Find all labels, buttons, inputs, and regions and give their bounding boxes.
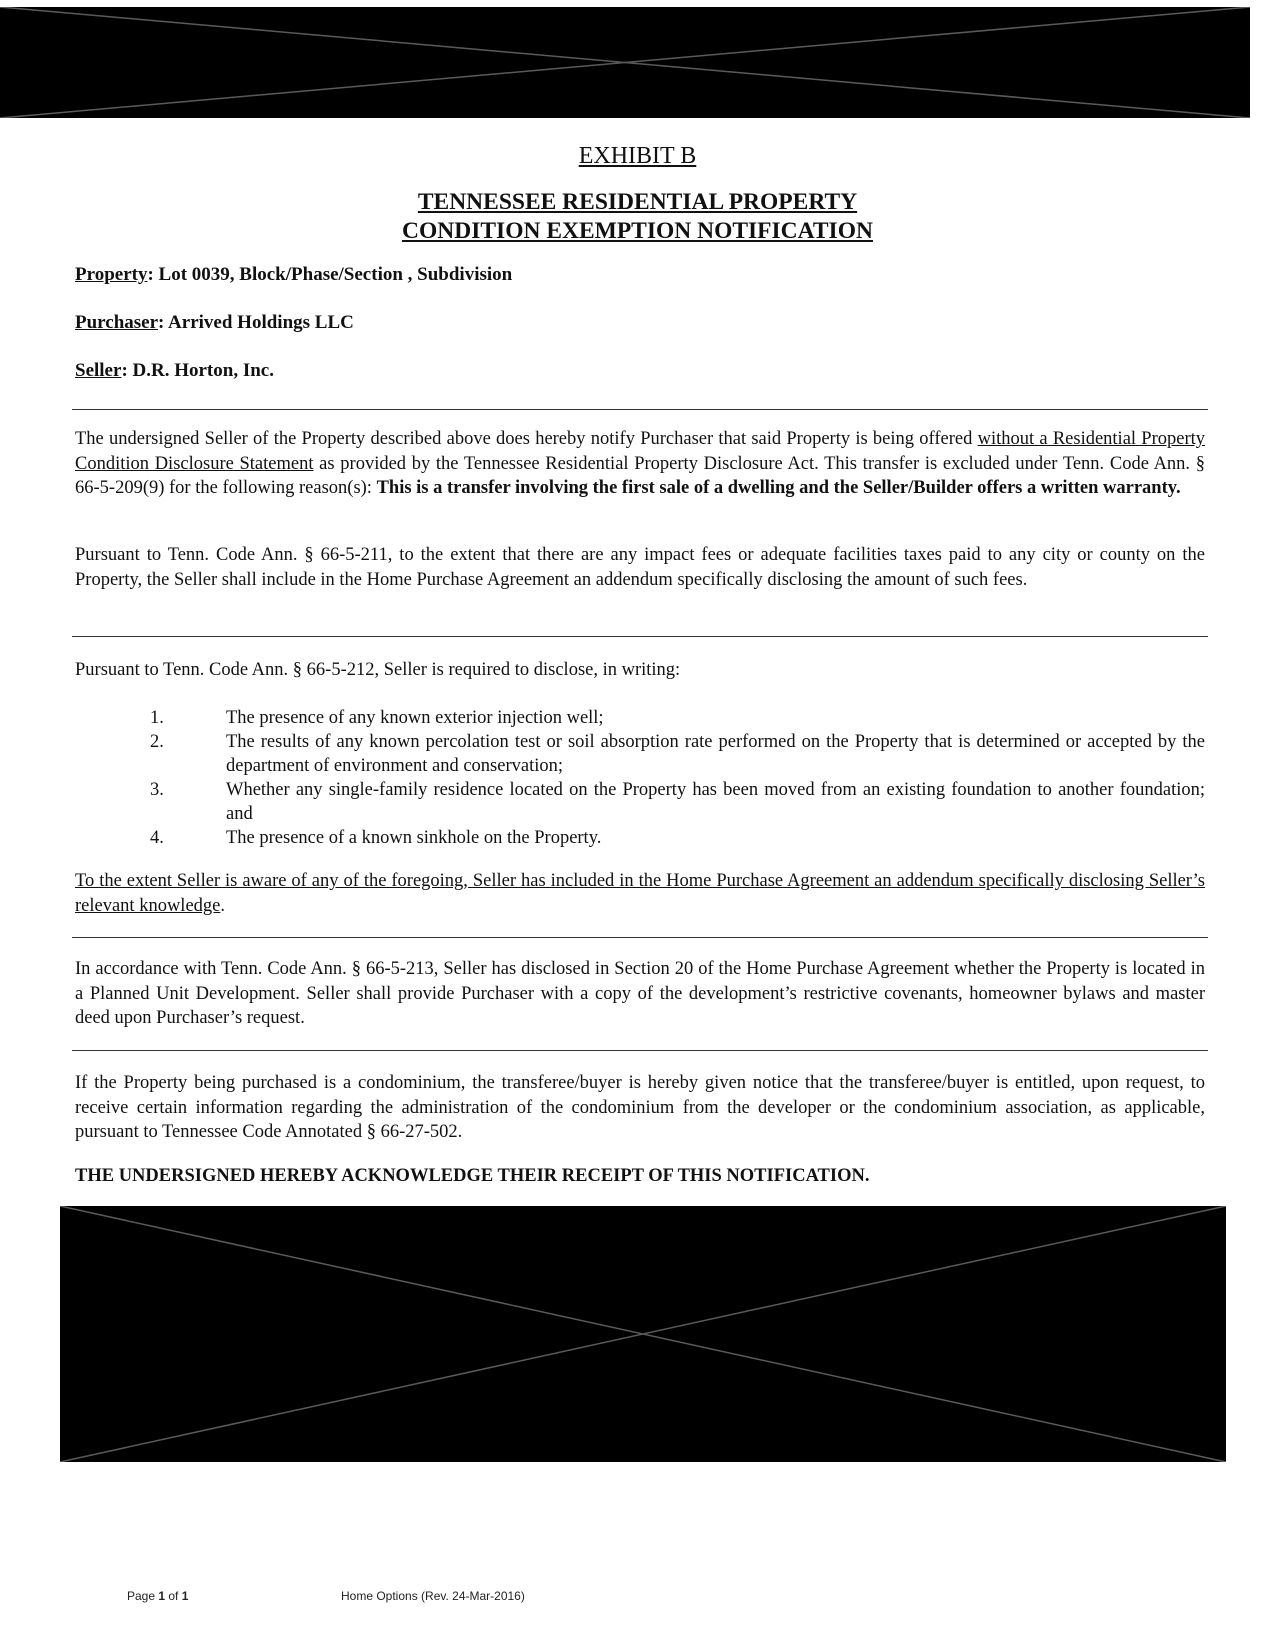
section-divider bbox=[72, 937, 1208, 938]
list-item-text: The presence of a known sinkhole on the Property. bbox=[226, 828, 602, 848]
page-number bbox=[127, 1589, 188, 1603]
redacted-signature-block bbox=[60, 1206, 1226, 1462]
pud-paragraph: In accordance with Tenn. Code Ann. § 66-5-213, Seller has disclosed in Section 20 of the Home Purchase Agreement whether the Property is located in a Planned Unit Development. Seller shall provide Purchaser with a copy of the development’s restrictive covenants, homeowner bylaws and master deed upon Purchaser’s request. bbox=[75, 959, 1205, 1028]
of-word: of bbox=[165, 1589, 182, 1603]
list-item-text: The presence of any known exterior injection well; bbox=[226, 708, 604, 728]
list-item bbox=[75, 706, 1205, 730]
property-label: Property bbox=[75, 264, 148, 285]
acknowledgement-statement: THE UNDERSIGNED HEREBY ACKNOWLEDGE THEIR RECEIPT OF THIS NOTIFICATION. bbox=[75, 1166, 870, 1186]
exemption-middle: as provided by the Tennessee Residential Property Disclosure Act. This transfer is excluded under Tenn. Code Ann. § 66-5-209(9) for the following reason(s): bbox=[75, 453, 1205, 498]
list-item bbox=[75, 778, 1205, 826]
total-pages: 1 bbox=[181, 1589, 189, 1603]
title-line-1: TENNESSEE RESIDENTIAL PROPERTY bbox=[417, 189, 858, 215]
section-divider bbox=[72, 636, 1208, 637]
redaction-cross-lines bbox=[60, 1206, 1226, 1462]
seller-label: Seller bbox=[75, 360, 122, 381]
seller-field bbox=[75, 360, 274, 382]
current-page: 1 bbox=[158, 1589, 166, 1603]
exemption-reason: This is a transfer involving the first sale of a dwelling and the Seller/Builder offers a written warranty. bbox=[376, 478, 1181, 498]
exemption-paragraph bbox=[75, 427, 1205, 501]
seller-knowledge-text: To the extent Seller is aware of any of the foregoing, Seller has included in the Home Purchase Agreement an addendum specifically disclosing Seller’s relevant knowledge bbox=[75, 871, 1205, 916]
list-item-number: 4. bbox=[150, 828, 164, 848]
purchaser-field bbox=[75, 312, 354, 334]
property-value: : Lot 0039, Block/Phase/Section , Subdivision bbox=[147, 264, 513, 285]
purchaser-label: Purchaser bbox=[75, 312, 159, 333]
list-item bbox=[75, 730, 1205, 778]
list-item-text: Whether any single-family residence located on the Property has been moved from an existing foundation to another foundation; and bbox=[226, 780, 1205, 824]
list-item-number: 1. bbox=[150, 708, 164, 728]
seller-value: : D.R. Horton, Inc. bbox=[121, 360, 274, 381]
document-title bbox=[0, 188, 1275, 246]
list-item-text: The results of any known percolation test or soil absorption rate performed on the Property that is determined or accepted by the department of environment and conservation; bbox=[226, 732, 1205, 776]
section-divider bbox=[72, 1050, 1208, 1051]
purchaser-value: : Arrived Holdings LLC bbox=[158, 312, 354, 333]
list-item-number: 3. bbox=[150, 780, 164, 800]
redacted-header-block bbox=[0, 7, 1250, 118]
section-divider bbox=[72, 409, 1208, 410]
form-revision: Home Options (Rev. 24-Mar-2016) bbox=[341, 1589, 525, 1603]
exhibit-label: EXHIBIT B bbox=[578, 143, 697, 169]
disclosure-list bbox=[75, 706, 1205, 850]
page-word: Page bbox=[127, 1589, 159, 1603]
redaction-cross-lines bbox=[0, 7, 1250, 118]
impact-fees-paragraph: Pursuant to Tenn. Code Ann. § 66-5-211, to the extent that there are any impact fees or adequate facilities taxes paid to any city or county on the Property, the Seller shall include in the Home Purchase Agreement an addendum specifically disclosing the amount of such fees. bbox=[75, 545, 1205, 590]
list-item-number: 2. bbox=[150, 732, 164, 752]
list-item bbox=[75, 826, 1205, 850]
condominium-paragraph: If the Property being purchased is a condominium, the transferee/buyer is hereby given notice that the transferee/buyer is entitled, upon request, to receive certain information regarding the administration of the condominium from the developer or the condominium association, as applicable, pursuant to Tennessee Code Annotated § 66-27-502. bbox=[75, 1073, 1205, 1142]
exemption-underlined: without a Residential Property Condition Disclosure Statement bbox=[75, 429, 1205, 474]
property-field bbox=[75, 264, 512, 286]
title-line-2: CONDITION EXEMPTION NOTIFICATION bbox=[402, 218, 873, 244]
disclosure-intro-paragraph: Pursuant to Tenn. Code Ann. § 66-5-212, Seller is required to disclose, in writing: bbox=[75, 660, 681, 680]
seller-knowledge-end: . bbox=[220, 895, 225, 916]
exemption-lead: The undersigned Seller of the Property described above does hereby notify Purchaser that said Property is being offered bbox=[75, 429, 978, 449]
seller-knowledge-paragraph bbox=[75, 869, 1205, 918]
